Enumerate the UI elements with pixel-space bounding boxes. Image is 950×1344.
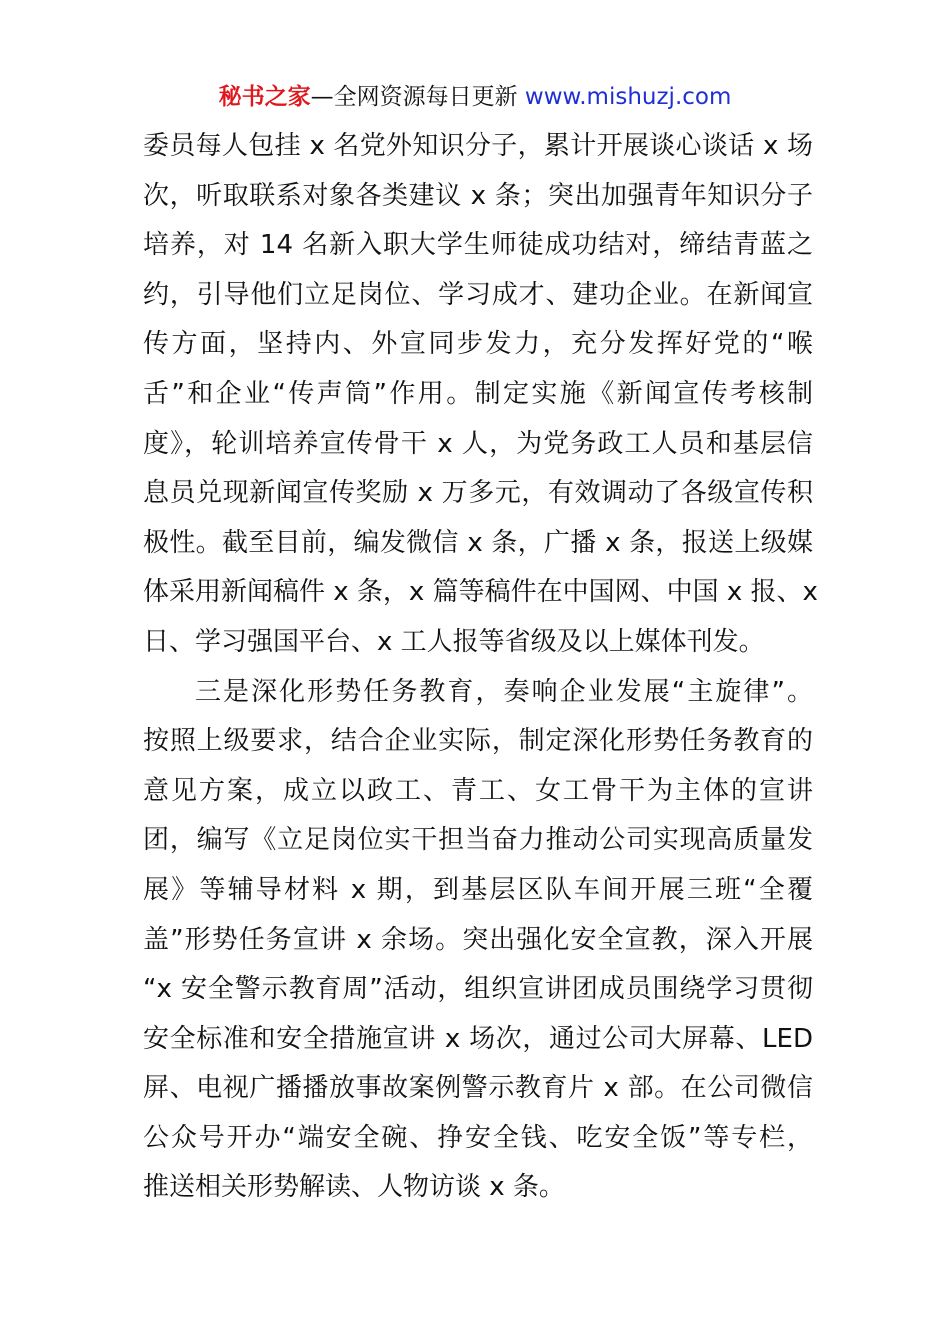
text-line: “x 安全警示教育周”活动，组织宣讲团成员围绕学习贯彻 <box>143 974 813 1005</box>
paragraph-1 <box>143 122 818 668</box>
text-line: 息员兑现新闻宣传奖励 x 万多元，有效调动了各级宣传积 <box>143 478 813 509</box>
text-line: 展》等辅导材料 x 期，到基层区队车间开展三班“全覆 <box>143 874 813 905</box>
text-line: 意见方案，成立以政工、青工、女工骨干为主体的宣讲 <box>143 775 813 806</box>
text-line: 三是深化形势任务教育，奏响企业发展“主旋律”。 <box>195 676 813 707</box>
text-line: 安全标准和安全措施宣讲 x 场次，通过公司大屏幕、LED <box>143 1023 813 1054</box>
document-body <box>143 122 818 1213</box>
header-tagline: —全网资源每日更新 <box>310 84 525 110</box>
text-line: 次，听取联系对象各类建议 x 条；突出加强青年知识分子 <box>143 180 813 211</box>
text-line: 传方面，坚持内、外宣同步发力，充分发挥好党的“喉 <box>143 329 813 360</box>
text-line: 推送相关形势解读、人物访谈 x 条。 <box>143 1172 565 1203</box>
text-line: 约，引导他们立足岗位、学习成才、建功企业。在新闻宣 <box>143 279 813 310</box>
text-line: 体采用新闻稿件 x 条，x 篇等稿件在中国网、中国 x 报、x <box>143 577 818 608</box>
text-line: 按照上级要求，结合企业实际，制定深化形势任务教育的 <box>143 726 813 757</box>
text-line: 培养，对 14 名新入职大学生师徒成功结对，缔结青蓝之 <box>143 230 813 261</box>
text-line: 舌”和企业“传声筒”作用。制定实施《新闻宣传考核制 <box>143 378 813 409</box>
text-line: 极性。截至目前，编发微信 x 条，广播 x 条，报送上级媒 <box>143 527 813 558</box>
brand-name: 秘书之家 <box>218 84 311 110</box>
text-line: 度》，轮训培养宣传骨干 x 人，为党务政工人员和基层信 <box>143 428 813 459</box>
text-line: 委员每人包挂 x 名党外知识分子，累计开展谈心谈话 x 场 <box>143 131 813 161</box>
text-line: 团，编写《立足岗位实干担当奋力推动公司实现高质量发 <box>143 825 813 856</box>
text-line: 日、学习强国平台、x 工人报等省级及以上媒体刊发。 <box>143 626 765 657</box>
text-line: 盖”形势任务宣讲 x 余场。突出强化安全宣教，深入开展 <box>143 924 813 955</box>
site-url: www.mishuzj.com <box>524 84 732 110</box>
site-header <box>0 80 950 114</box>
text-line: 公众号开办“端安全碗、挣安全钱、吃安全饭”等专栏， <box>143 1122 813 1153</box>
paragraph-2 <box>143 668 813 1214</box>
text-line: 屏、电视广播播放事故案例警示教育片 x 部。在公司微信 <box>143 1073 813 1104</box>
